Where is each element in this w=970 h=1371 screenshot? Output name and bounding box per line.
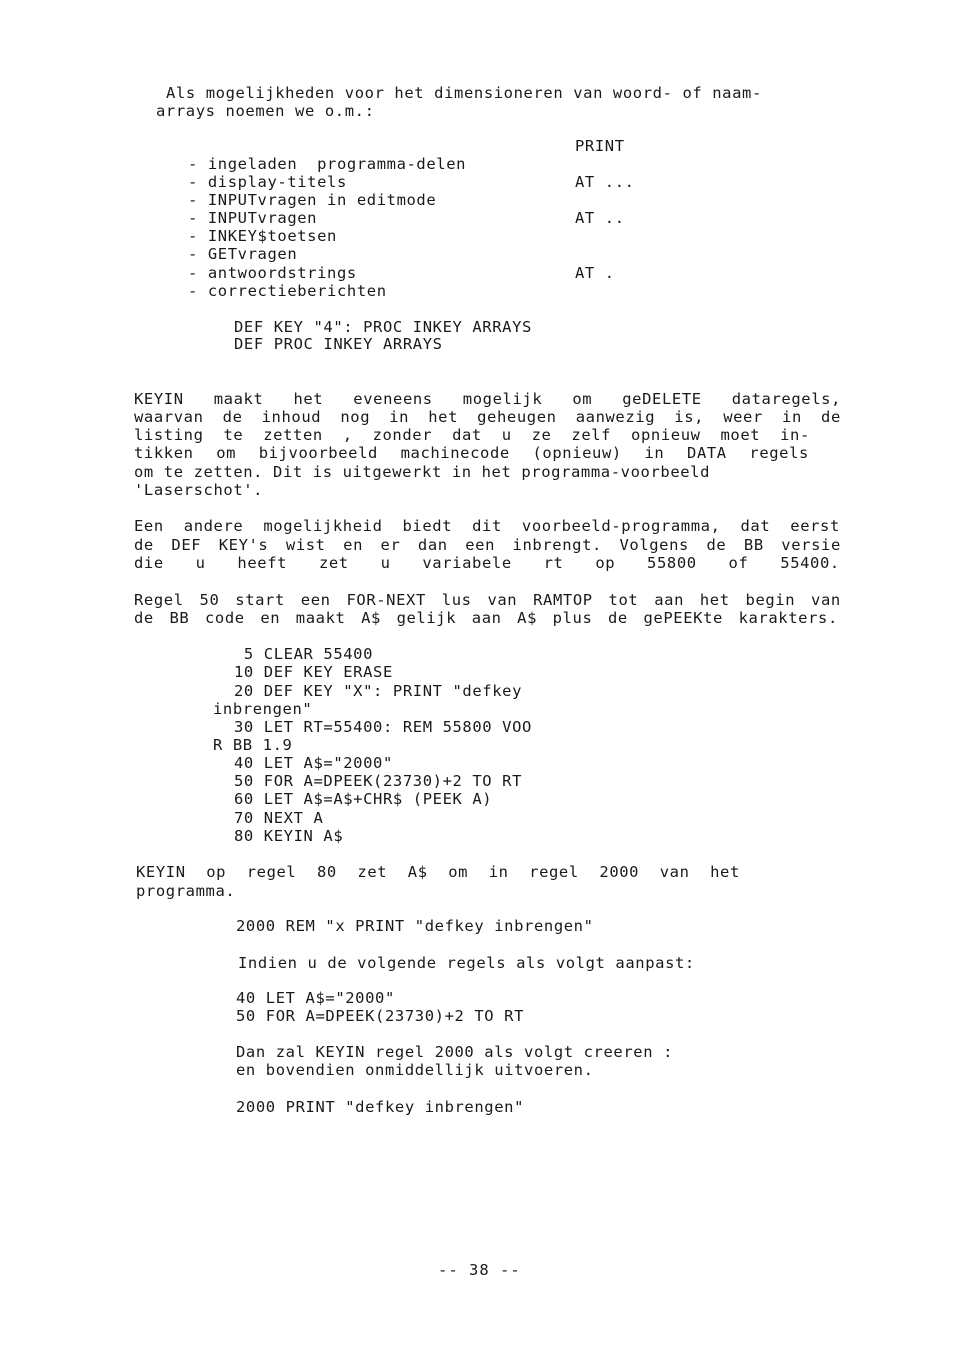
- dan-line-2: en bovendien onmiddellijk uitvoeren.: [236, 1061, 594, 1079]
- word: om: [216, 444, 237, 462]
- para1-line-2: [134, 408, 841, 426]
- word: in-: [780, 426, 810, 444]
- listing2-line: 40 LET A$="2000": [236, 989, 395, 1007]
- word: het: [699, 591, 730, 609]
- word: BB: [169, 609, 190, 627]
- list-item: - INPUTvragen in editmode: [188, 191, 437, 209]
- word: (opnieuw): [532, 444, 622, 462]
- word: dan: [417, 536, 448, 554]
- word: BB: [743, 536, 764, 554]
- word: zelf: [571, 426, 612, 444]
- word: KEY's: [218, 536, 269, 554]
- word: tikken: [134, 444, 194, 462]
- listing-line: 30 LET RT=55400: REM 55800 VOO: [234, 718, 532, 736]
- word: wist: [285, 536, 326, 554]
- at-label: AT ..: [575, 209, 625, 227]
- word: start: [235, 591, 285, 609]
- word: is,: [674, 408, 705, 426]
- word: Regel: [134, 591, 184, 609]
- word: van: [487, 591, 518, 609]
- word: versie: [781, 536, 841, 554]
- word: RAMTOP: [533, 591, 593, 609]
- word: moet: [720, 426, 761, 444]
- listing-line: 5 CLEAR 55400: [234, 645, 374, 663]
- word: karakters.: [738, 609, 838, 627]
- word: om: [448, 863, 469, 881]
- word: dat: [740, 517, 771, 535]
- word: KEYIN: [134, 390, 184, 408]
- word: FOR-NEXT: [346, 591, 426, 609]
- word: de: [706, 536, 727, 554]
- word: waarvan: [134, 408, 204, 426]
- para3-line-2: [134, 609, 838, 627]
- word: die: [134, 554, 164, 572]
- word: weer: [723, 408, 763, 426]
- word: dataregels,: [731, 390, 841, 408]
- print-header: PRINT: [575, 137, 625, 155]
- word: geDELETE: [622, 390, 702, 408]
- word: op: [595, 554, 616, 572]
- word: A$: [361, 609, 381, 627]
- word: de: [134, 609, 154, 627]
- intro-line-1: Als mogelijkheden voor het dimensioneren van woord- of naam-: [166, 84, 762, 102]
- word: geheugen: [477, 408, 557, 426]
- para1-line-3: [134, 426, 810, 444]
- word: bijvoorbeeld: [258, 444, 378, 462]
- word: gelijk: [396, 609, 457, 627]
- para2-line-2: [134, 536, 841, 554]
- list-item: - INPUTvragen: [188, 209, 318, 227]
- word: mogelijkheid: [263, 517, 383, 535]
- word: regel: [246, 863, 297, 881]
- word: dit: [472, 517, 502, 535]
- word: aan: [471, 609, 502, 627]
- word: A$: [517, 609, 538, 627]
- page-number: -- 38 --: [438, 1261, 521, 1279]
- word: mogelijk: [462, 390, 543, 408]
- list-item: - GETvragen: [188, 245, 298, 263]
- word: een: [465, 536, 496, 554]
- print-line: 2000 PRINT "defkey inbrengen": [236, 1098, 525, 1116]
- listing-line: 50 FOR A=DPEEK(23730)+2 TO RT: [234, 772, 523, 790]
- word: zetten: [263, 426, 323, 444]
- listing-line: 40 LET A$="2000": [234, 754, 393, 772]
- word: Een: [134, 517, 164, 535]
- word: 50: [199, 591, 220, 609]
- word: gePEEKte: [643, 609, 723, 627]
- word: 55800: [647, 554, 697, 572]
- listing-line: inbrengen": [213, 700, 313, 718]
- def-key-line-2: DEF PROC INKEY ARRAYS: [234, 335, 443, 353]
- word: van: [659, 863, 690, 881]
- word: eveneens: [353, 390, 433, 408]
- word: het: [428, 408, 459, 426]
- word: listing: [134, 426, 204, 444]
- word: u: [195, 554, 206, 572]
- word: eerst: [790, 517, 840, 535]
- word: maakt: [295, 609, 346, 627]
- word: andere: [183, 517, 244, 535]
- listing-line: 10 DEF KEY ERASE: [234, 663, 393, 681]
- word: en: [260, 609, 281, 627]
- word: de: [222, 408, 243, 426]
- listing-line: 80 KEYIN A$: [234, 827, 344, 845]
- word: de: [134, 536, 154, 554]
- word: heeft: [237, 554, 288, 572]
- word: lus: [441, 591, 472, 609]
- word: in: [782, 408, 802, 426]
- para4-line-1: [136, 863, 740, 881]
- word: 80: [316, 863, 337, 881]
- word: variabele: [422, 554, 512, 572]
- listing-line: 70 NEXT A: [234, 809, 324, 827]
- word: de: [821, 408, 841, 426]
- word: plus: [552, 609, 593, 627]
- word: u: [501, 426, 512, 444]
- rem-line: 2000 REM "x PRINT "defkey inbrengen": [236, 917, 594, 935]
- word: aanwezig: [575, 408, 656, 426]
- para2-line-1: [134, 517, 840, 535]
- word: rt: [543, 554, 564, 572]
- at-label: AT ...: [575, 173, 635, 191]
- word: op: [206, 863, 227, 881]
- word: zonder: [372, 426, 433, 444]
- list-item: - correctieberichten: [188, 282, 387, 300]
- word: code: [204, 609, 245, 627]
- word: het: [710, 863, 740, 881]
- word: van: [811, 591, 841, 609]
- list-item: - display-titels: [188, 173, 347, 191]
- def-key-line-1: DEF KEY "4": PROC INKEY ARRAYS: [234, 318, 532, 336]
- at-label: AT .: [575, 264, 615, 282]
- intro-line-2: arrays noemen we o.m.:: [156, 102, 375, 120]
- word: de: [608, 609, 628, 627]
- word: om: [572, 390, 593, 408]
- word: Volgens: [619, 536, 689, 554]
- indien-line: Indien u de volgende regels als volgt aanpast:: [238, 954, 695, 972]
- word: 2000: [599, 863, 640, 881]
- word: of: [728, 554, 749, 572]
- para1-line-5: om te zetten. Dit is uitgewerkt in het programma-voorbeeld: [134, 463, 711, 481]
- word: dat: [452, 426, 482, 444]
- word: 55400.: [780, 554, 840, 572]
- word: aan: [654, 591, 684, 609]
- word: in: [389, 408, 410, 426]
- word: ze: [531, 426, 552, 444]
- word: biedt: [402, 517, 453, 535]
- list-item: - antwoordstrings: [188, 264, 357, 282]
- word: een: [300, 591, 331, 609]
- word: het: [293, 390, 324, 408]
- word: DEF: [171, 536, 202, 554]
- word: machinecode: [400, 444, 510, 462]
- list-item: - INKEY$toetsen: [188, 227, 337, 245]
- word: opnieuw: [631, 426, 701, 444]
- para1-line-6: 'Laserschot'.: [134, 481, 264, 499]
- word: voorbeeld-programma,: [521, 517, 721, 535]
- word: in: [488, 863, 509, 881]
- word: zet: [357, 863, 388, 881]
- word: maakt: [213, 390, 264, 408]
- word: inhoud: [261, 408, 322, 426]
- word: nog: [340, 408, 371, 426]
- listing-line: 60 LET A$=A$+CHR$ (PEEK A): [234, 790, 493, 808]
- word: en: [343, 536, 364, 554]
- word: KEYIN: [136, 863, 186, 881]
- para4-line-2: programma.: [136, 882, 236, 900]
- listing-line: R BB 1.9: [213, 736, 293, 754]
- word: inbrengt.: [512, 536, 602, 554]
- para1-line-4: [134, 444, 809, 462]
- word: A$: [407, 863, 428, 881]
- word: te: [223, 426, 244, 444]
- para1-line-1: [134, 390, 841, 408]
- word: begin: [745, 591, 796, 609]
- list-item: - ingeladen programma-delen: [188, 155, 467, 173]
- listing2-line: 50 FOR A=DPEEK(23730)+2 TO RT: [236, 1007, 525, 1025]
- word: tot: [608, 591, 639, 609]
- word: u: [380, 554, 391, 572]
- para2-line-3: [134, 554, 840, 572]
- listing-line: 20 DEF KEY "X": PRINT "defkey: [234, 682, 523, 700]
- word: regels: [749, 444, 809, 462]
- word: ,: [342, 426, 353, 444]
- word: in: [644, 444, 665, 462]
- word: zet: [318, 554, 349, 572]
- dan-line-1: Dan zal KEYIN regel 2000 als volgt creeren :: [236, 1043, 673, 1061]
- word: er: [380, 536, 401, 554]
- word: regel: [529, 863, 579, 881]
- para3-line-1: [134, 591, 841, 609]
- word: DATA: [687, 444, 727, 462]
